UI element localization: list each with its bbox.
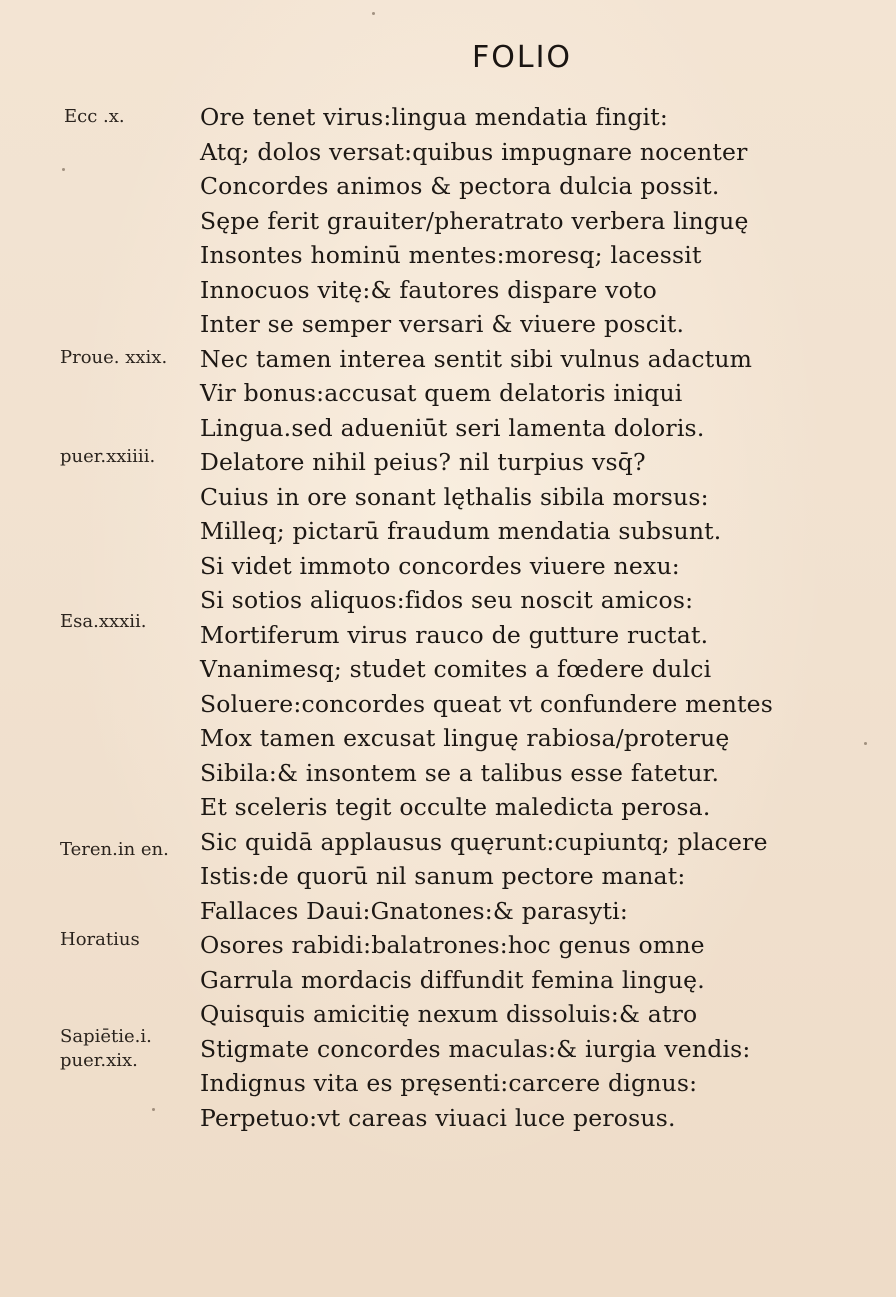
verse-line: Atq; dolos versat:quibus impugnare nocenter [200, 137, 748, 166]
paper-speck [864, 742, 867, 745]
verse-line: Fallaces Daui:Gnatones:& parasyti: [200, 896, 629, 925]
verse-line: Vnanimesq; studet comites a fœdere dulci [200, 655, 712, 683]
margin-note-sapientia: Sapiētie.i. [60, 1026, 152, 1047]
verse-line: Garrula mordacis diffundit femina linguę. [200, 965, 705, 994]
verse-line: Istis:de quorū nil sanum pectore manat: [200, 862, 686, 890]
verse-line: Mox tamen excusat linguę rabiosa/proteruę [200, 724, 730, 752]
verse-line: Indignus vita es pręsenti:carcere dignus: [200, 1069, 698, 1097]
margin-note-proverbs-19: puer.xix. [60, 1050, 138, 1071]
verse-line: Sibila:& insontem se a talibus esse fatetur. [200, 758, 720, 787]
verse-line: Sic quidā applausus quęrunt:cupiuntq; placere [200, 827, 768, 856]
verse-line: Lingua.sed adueniūt seri lamenta doloris. [200, 413, 705, 442]
margin-note-proverbs-24: puer.xxiiii. [60, 446, 156, 467]
verse-line: Quisquis amicitię nexum dissoluis:& atro [200, 1000, 698, 1028]
margin-note-isaiah-32: Esa.xxxii. [60, 611, 147, 632]
paper-speck [62, 168, 65, 171]
verse-line: Perpetuo:vt careas viuaci luce perosus. [200, 1103, 676, 1132]
verse-line: Milleq; pictarū fraudum mendatia subsunt. [200, 517, 722, 545]
margin-note-terence: Teren.in en. [60, 839, 169, 860]
verse-line: Si videt immoto concordes viuere nexu: [200, 551, 680, 580]
verse-line: Ore tenet virus:lingua mendatia fingit: [200, 103, 669, 131]
verse-line: Cuius in ore sonant lęthalis sibila morsus: [200, 482, 709, 511]
verse-line: Soluere:concordes queat vt confundere mentes [200, 689, 774, 718]
margin-note-ecclesiasticus: Ecc .x. [64, 106, 125, 127]
verse-line: Nec tamen interea sentit sibi vulnus adactum [200, 344, 753, 373]
verse-line: Insontes hominū mentes:moresq; lacessit [200, 241, 702, 269]
verse-line: Stigmate concordes maculas:& iurgia vendis: [200, 1034, 751, 1063]
verse-line: Si sotios aliquos:fidos seu noscit amicos: [200, 586, 694, 614]
folio-header: FOLIO [472, 40, 573, 75]
verse-line: Delatore nihil peius? nil turpius vsq̄? [200, 448, 646, 476]
verse-line: Sępe ferit grauiter/pheratrato verbera linguę [200, 206, 749, 235]
verse-line: Osores rabidi:balatrones:hoc genus omne [200, 931, 705, 959]
margin-note-horatius: Horatius [60, 929, 140, 950]
margin-note-proverbs-29: Proue. xxix. [60, 347, 168, 368]
verse-line: Innocuos vitę:& fautores dispare voto [200, 275, 657, 304]
paper-speck [152, 1108, 155, 1111]
verse-line: Vir bonus:accusat quem delatoris iniqui [200, 379, 683, 407]
verse-line: Mortiferum virus rauco de gutture ructat. [200, 620, 709, 649]
verse-line: Inter se semper versari & viuere poscit. [200, 310, 685, 338]
verse-line: Et sceleris tegit occulte maledicta perosa. [200, 793, 711, 821]
verse-text-block [200, 100, 800, 1135]
verse-line: Concordes animos & pectora dulcia possit. [200, 172, 720, 200]
paper-speck [372, 12, 375, 15]
